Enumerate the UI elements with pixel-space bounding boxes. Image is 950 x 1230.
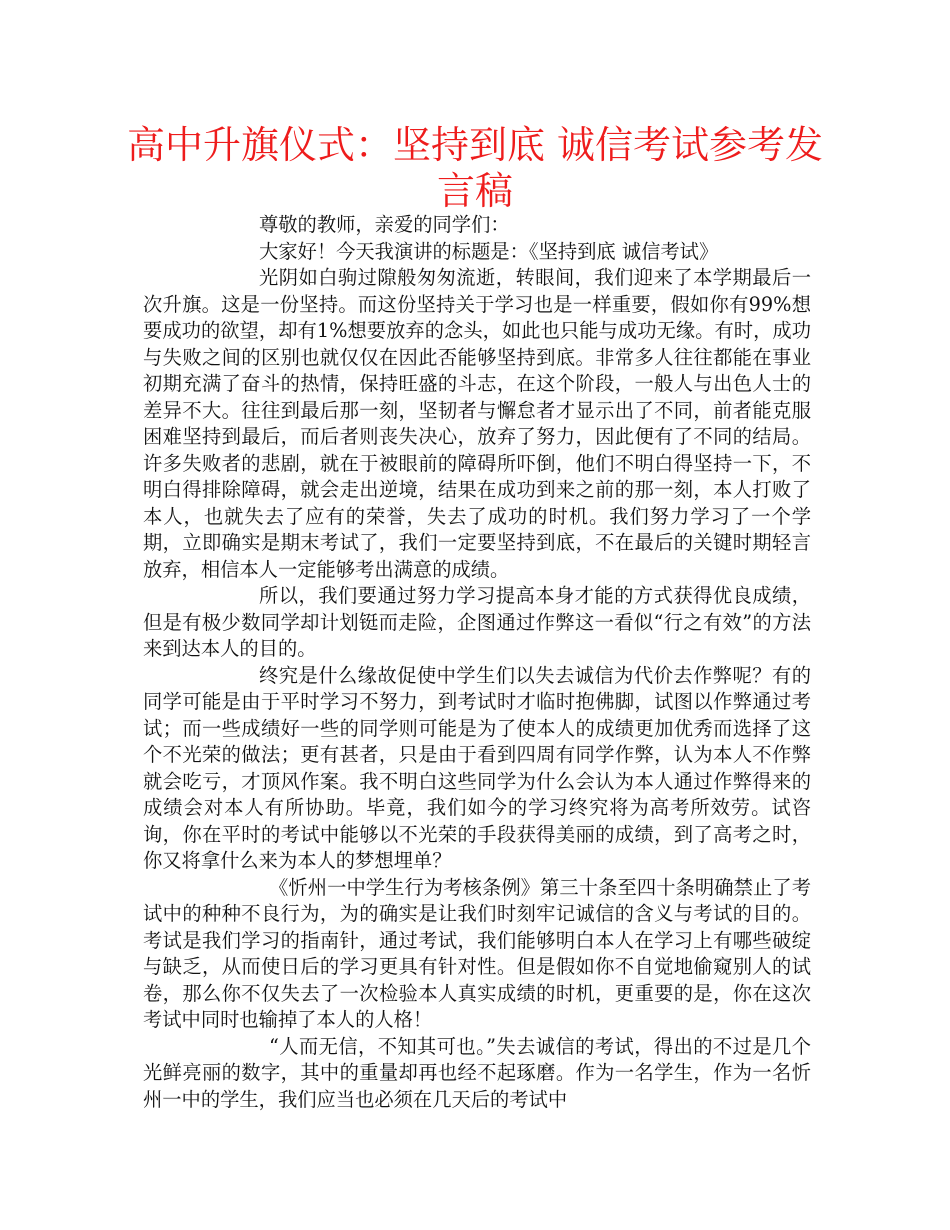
body-paragraph-5: “人而无信，不知其可也。”失去诚信的考试，得出的不过是几个光鲜亮丽的数字，其中的重量却再也经不起琢磨。作为一名学生，作为一名忻州一中的学生，我们应当也必须在几天后的考试中 — [143, 1034, 811, 1111]
body-paragraph-3: 终究是什么缘故促使中学生们以失去诚信为代价去作弊呢？有的同学可能是由于平时学习不努力，到考试时才临时抱佛脚，试图以作弊通过考试；而一些成绩好一些的同学则可能是为了使本人的成绩更加优秀而选择了这个不光荣的做法；更有甚者，只是由于看到四周有同学作弊，认为本人不作弊就会吃亏，才顶风作案。我不明白这些同学为什么会认为本人通过作弊得来的成绩会对本人有所协助。毕竟，我们如今的学习终究将为高考所效劳。试咨询，你在平时的考试中能够以不光荣的手段获得美丽的成绩，到了高考之时，你又将拿什么来为本人的梦想埋单？ — [143, 663, 811, 872]
document-body — [143, 212, 811, 1113]
document-title: 高中升旗仪式：坚持到底 诚信考试参考发言稿 — [126, 123, 824, 213]
salutation-paragraph: 尊敬的教师，亲爱的同学们： — [259, 213, 510, 236]
body-paragraph-2: 所以，我们要通过努力学习提高本身才能的方式获得优良成绩，但是有极少数同学却计划铤而走险，企图通过作弊这一看似“行之有效”的方法来到达本人的目的。 — [143, 584, 811, 660]
greeting-paragraph: 大家好！今天我演讲的标题是：《坚持到底 诚信考试》 — [259, 239, 719, 263]
body-paragraph-4: 《忻州一中学生行为考核条例》第三十条至四十条明确禁止了考试中的种种不良行为，为的确实是让我们时刻牢记诚信的含义与考试的目的。考试是我们学习的指南针，通过考试，我们能够明白本人在学习上有哪些破绽与缺乏，从而使日后的学习更具有针对性。但是假如你不自觉地偷窥别人的试卷，那么你不仅失去了一次检验本人真实成绩的时机，更重要的是，你在这次考试中同时也输掉了本人的人格！ — [143, 875, 811, 1031]
body-paragraph-1: 光阴如白驹过隙般匆匆流逝，转眼间，我们迎来了本学期最后一次升旗。这是一份坚持。而这份坚持关于学习也是一样重要，假如你有99%想要成功的欲望，却有1%想要放弃的念头，如此也只能与成功无缘。有时，成功与失败之间的区别也就仅仅在因此否能够坚持到底。非常多人往往都能在事业初期充满了奋斗的热情，保持旺盛的斗志，在这个阶段，一般人与出色人士的差异不大。往往到最后那一刻，坚韧者与懈怠者才显示出了不同，前者能克服困难坚持到最后，而后者则丧失决心，放弃了努力，因此便有了不同的结局。许多失败者的悲剧，就在于被眼前的障碍所吓倒，他们不明白得坚持一下，不明白得排除障碍，就会走出逆境，结果在成功到来之前的那一刻，本人打败了本人，也就失去了应有的荣誉，失去了成功的时机。我们努力学习了一个学期，立即确实是期末考试了，我们一定要坚持到底，不在最后的关键时期轻言放弃，相信本人一定能够考出满意的成绩。 — [143, 266, 811, 581]
